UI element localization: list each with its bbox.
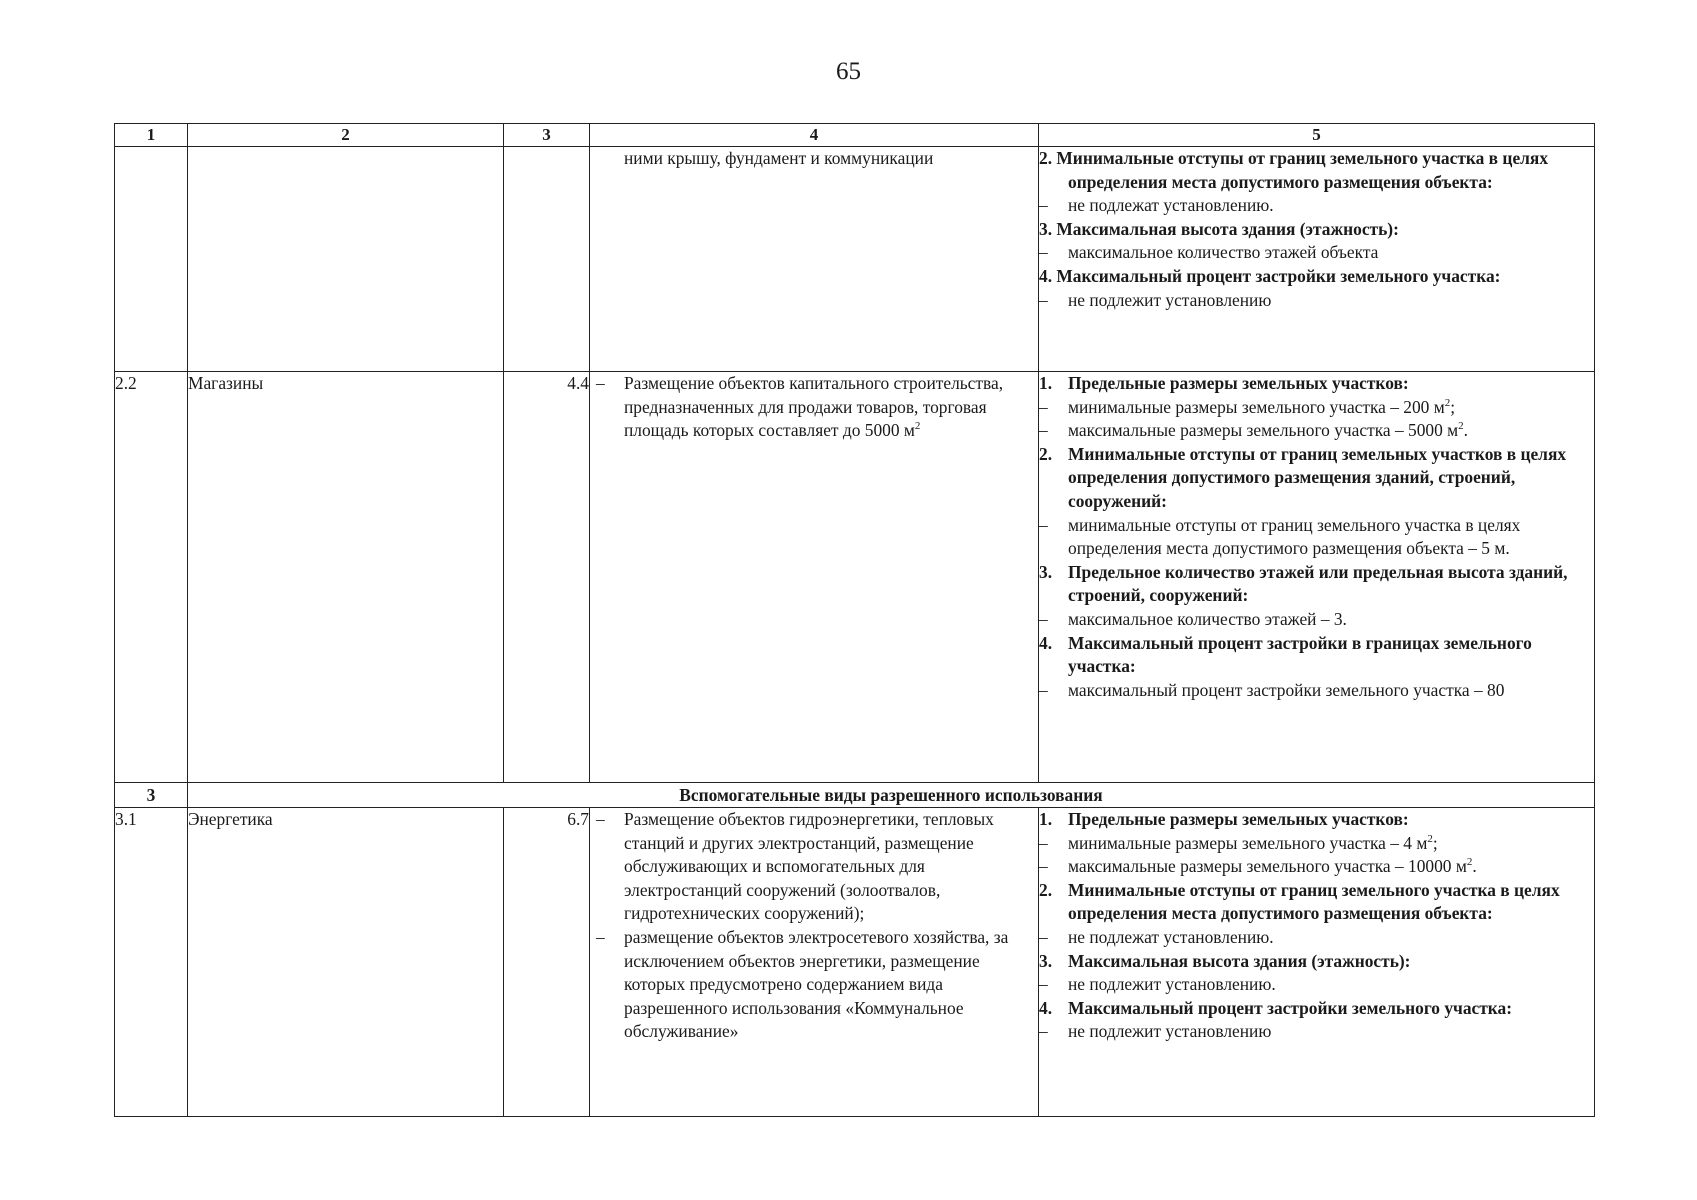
parameter-item	[1039, 289, 1594, 313]
dash-marker: –	[1039, 289, 1048, 310]
dash-marker: –	[1039, 608, 1048, 629]
punctuation: ;	[1450, 396, 1456, 417]
parameter-heading	[1039, 147, 1594, 194]
parameter-item	[1039, 1020, 1594, 1044]
superscript: 2	[1444, 396, 1451, 409]
dash-marker: –	[1039, 514, 1048, 535]
parameter-heading-text: Минимальные отступы от границ земельного участка в целях определения места допустимого размещения объекта:	[1068, 879, 1560, 924]
dash-marker: –	[1039, 420, 1048, 441]
dash-marker: –	[596, 809, 605, 829]
parameter-heading	[1039, 443, 1594, 514]
table-row-continued	[115, 147, 1595, 372]
cell-description	[590, 372, 1039, 783]
parameter-item	[1039, 514, 1594, 561]
cell-code	[504, 147, 590, 372]
parameter-heading-text: Минимальные отступы от границ земельных участков в целях определения допустимого размещения зданий, строений, сооружений:	[1068, 443, 1567, 511]
parameter-item	[1039, 396, 1594, 420]
superscript: 2	[1427, 832, 1433, 845]
dash-marker: –	[1039, 856, 1048, 877]
parameter-value: минимальные размеры земельного участка – 200 м	[1068, 396, 1445, 417]
superscript: 2	[1466, 856, 1473, 869]
parameter-value: не подлежат установлению.	[1068, 195, 1274, 216]
parameter-heading-text: Предельное количество этажей или предельная высота зданий, строений, сооружений:	[1068, 561, 1568, 606]
cell-code: 4.4	[504, 372, 590, 783]
cell-name: Магазины	[188, 372, 504, 783]
parameter-heading-text: Максимальный процент застройки в границах земельного участка:	[1068, 632, 1532, 677]
parameter-value: не подлежат установлению.	[1068, 926, 1274, 947]
parameter-item	[1039, 194, 1594, 218]
cell-num: 2.2	[115, 372, 188, 783]
parameter-heading	[1039, 218, 1594, 242]
parameter-item	[1039, 241, 1594, 265]
parameter-heading-text: Предельные размеры земельных участков:	[1068, 373, 1409, 393]
cell-parameters	[1039, 808, 1595, 1117]
parameter-number: 1.	[1039, 809, 1053, 829]
cell-code: 6.7	[504, 808, 590, 1117]
parameter-item	[1039, 679, 1594, 703]
parameter-heading-text: 4. Максимальный процент застройки земельного участка:	[1039, 265, 1501, 286]
cell-name	[188, 147, 504, 372]
dash-marker: –	[1039, 1021, 1048, 1042]
parameter-heading	[1039, 632, 1594, 679]
table-header-row	[115, 124, 1595, 147]
section-title: Вспомогательные виды разрешенного использования	[188, 783, 1595, 808]
parameter-value: максимальные размеры земельного участка – 10000 м	[1068, 856, 1467, 877]
parameter-heading-text: Предельные размеры земельных участков:	[1068, 809, 1409, 829]
parameter-value: максимальное количество этажей – 3.	[1068, 608, 1347, 629]
description-text: Размещение объектов гидроэнергетики, тепловых станций и других электростанций, размещение обслуживающих и вспомогательных для электростанций сооружений (золоотвалов, гидротехнических сооружений);	[624, 809, 994, 924]
parameter-value: не подлежит установлению.	[1068, 974, 1276, 995]
parameter-heading	[1039, 879, 1594, 926]
dash-marker: –	[1039, 926, 1048, 947]
parameter-heading	[1039, 808, 1594, 832]
parameter-heading	[1039, 265, 1594, 289]
cell-num	[115, 147, 188, 372]
parameter-number: 2.	[1039, 443, 1053, 464]
parameter-heading-text: Максимальный процент застройки земельного участка:	[1068, 997, 1513, 1018]
parameter-number: 2.	[1039, 879, 1053, 900]
dash-marker: –	[596, 926, 605, 947]
cell-name: Энергетика	[188, 808, 504, 1117]
cell-parameters	[1039, 147, 1595, 372]
header-col-1: 1	[115, 124, 188, 147]
parameter-value: не подлежит установлению	[1068, 289, 1272, 310]
punctuation: ;	[1432, 832, 1438, 853]
parameter-value: максимальное количество этажей объекта	[1068, 242, 1379, 263]
parameter-value: минимальные размеры земельного участка – 4 м	[1068, 832, 1428, 853]
table-row-3-1	[115, 808, 1595, 1117]
cell-num: 3.1	[115, 808, 188, 1117]
parameter-item	[1039, 973, 1594, 997]
parameter-value: максимальный процент застройки земельного участка – 80	[1068, 679, 1505, 700]
parameter-item	[1039, 608, 1594, 632]
regulations-table	[114, 123, 1595, 1117]
parameter-heading-text: Максимальная высота здания (этажность):	[1068, 950, 1411, 971]
punctuation: .	[1472, 856, 1477, 877]
cell-description	[590, 808, 1039, 1117]
parameter-number: 3.	[1039, 950, 1053, 971]
parameter-number: 1.	[1039, 373, 1053, 393]
parameter-item	[1039, 419, 1594, 443]
dash-marker: –	[1039, 832, 1048, 853]
section-row-3	[115, 783, 1595, 808]
parameter-value: минимальные отступы от границ земельного участка в целях определения места допустимого размещения объекта – 5 м.	[1068, 514, 1521, 559]
superscript: 2	[1458, 420, 1464, 433]
parameter-heading	[1039, 561, 1594, 608]
table-row-2-2	[115, 372, 1595, 783]
section-number: 3	[115, 783, 188, 808]
parameter-heading-text: 2. Минимальные отступы от границ земельного участка в целях определения места допустимого размещения объекта:	[1039, 148, 1549, 192]
page-number: 65	[836, 58, 861, 85]
parameter-number: 3.	[1039, 561, 1053, 582]
parameter-item	[1039, 926, 1594, 950]
header-col-2: 2	[188, 124, 504, 147]
dash-marker: –	[1039, 679, 1048, 700]
superscript: 2	[914, 420, 921, 433]
parameter-item	[1039, 855, 1594, 879]
parameter-value: не подлежит установлению	[1068, 1021, 1272, 1042]
parameter-number: 4.	[1039, 632, 1053, 653]
parameter-heading	[1039, 372, 1594, 396]
description-text: Размещение объектов капитального строительства, предназначенных для продажи товаров, торговая площадь которых составляет до 5000 м	[624, 373, 1004, 441]
parameter-heading-text: 3. Максимальная высота здания (этажность):	[1039, 218, 1399, 239]
parameter-value: максимальные размеры земельного участка – 5000 м	[1068, 420, 1459, 441]
parameter-number: 4.	[1039, 997, 1053, 1018]
punctuation: .	[1463, 420, 1468, 441]
header-col-5: 5	[1039, 124, 1595, 147]
header-col-4: 4	[590, 124, 1039, 147]
dash-marker: –	[1039, 242, 1048, 263]
dash-marker: –	[1039, 974, 1048, 995]
dash-marker: –	[1039, 396, 1048, 417]
parameter-heading	[1039, 950, 1594, 974]
description-text: ними крышу, фундамент и коммуникации	[624, 148, 934, 168]
dash-marker: –	[1039, 195, 1048, 216]
dash-marker: –	[596, 373, 605, 393]
cell-description	[590, 147, 1039, 372]
header-col-3: 3	[504, 124, 590, 147]
parameter-heading	[1039, 997, 1594, 1021]
description-text: размещение объектов электросетевого хозяйства, за исключением объектов энергетики, размещение которых предусмотрено содержанием вида разрешенного использования «Коммунальное обслуживание»	[624, 926, 1009, 1042]
cell-parameters	[1039, 372, 1595, 783]
parameter-item	[1039, 832, 1594, 856]
